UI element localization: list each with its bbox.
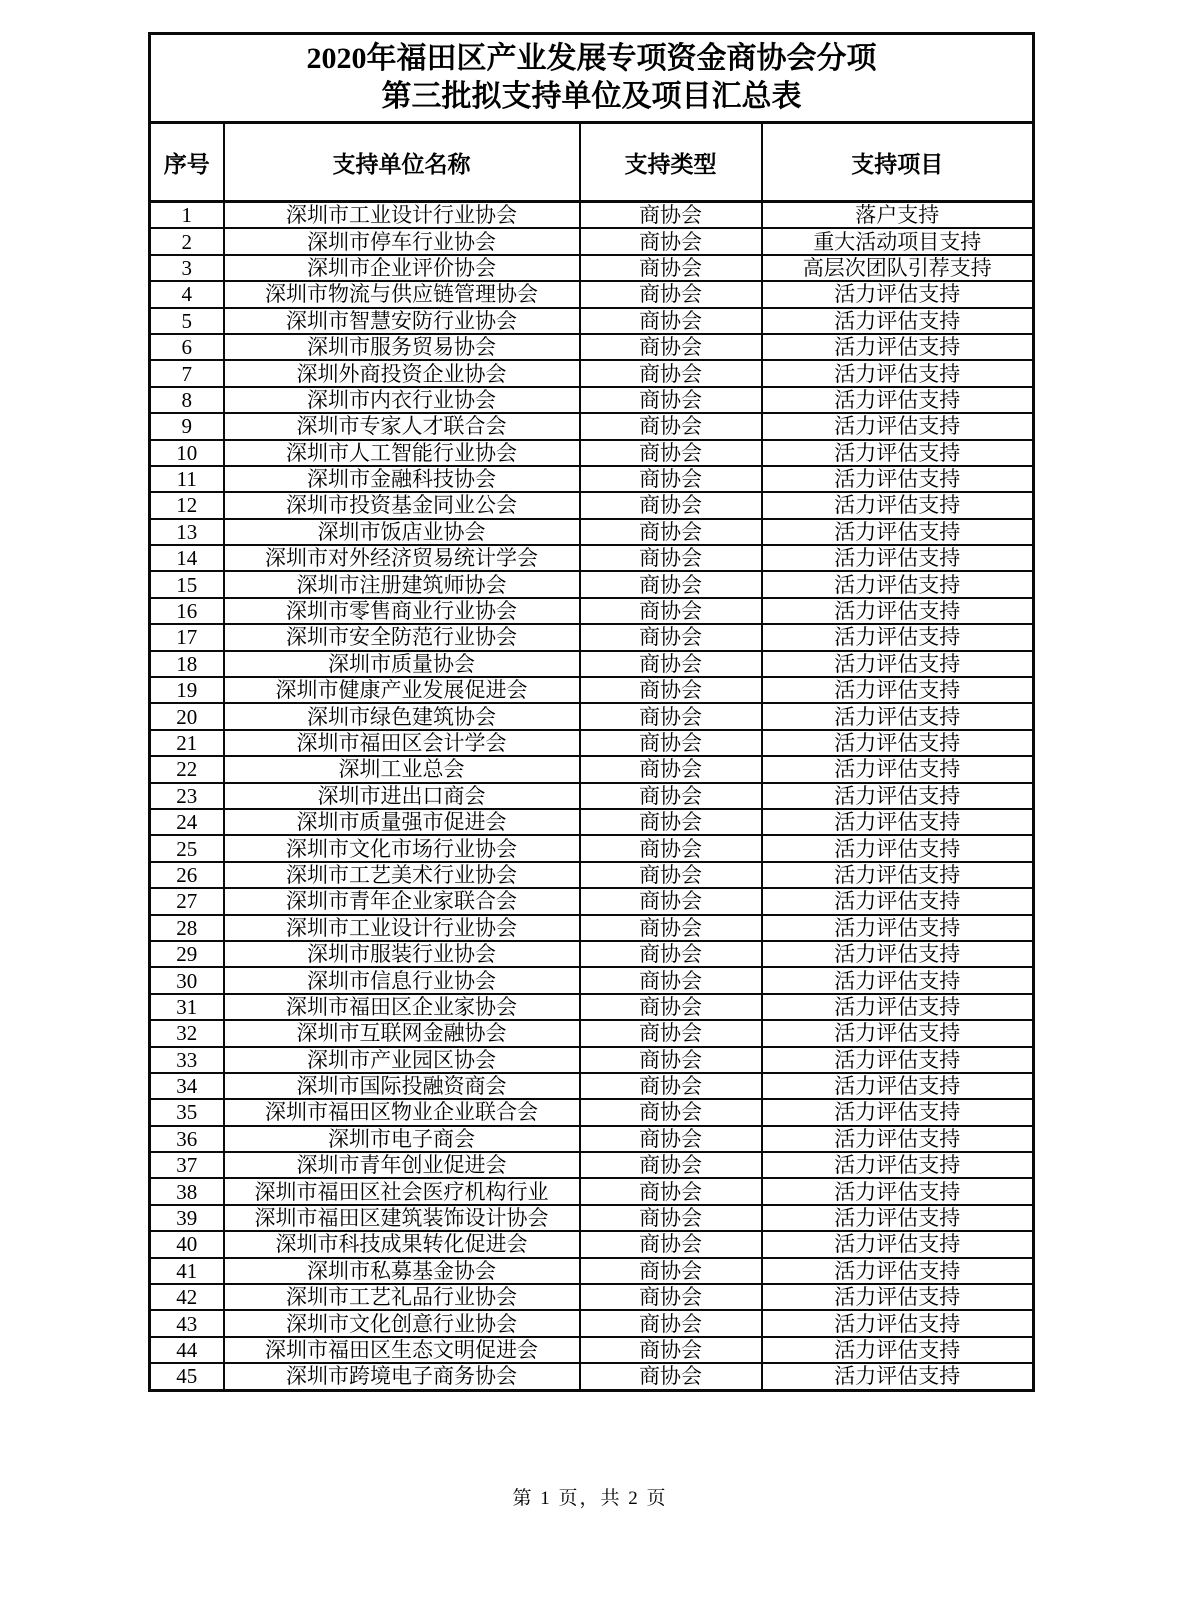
row-no-cell: 23 [150, 783, 224, 809]
support-project-cell: 活力评估支持 [762, 941, 1034, 967]
unit-name-cell: 深圳市福田区企业家协会 [224, 994, 580, 1020]
row-no-cell: 39 [150, 1205, 224, 1231]
table-row [150, 1337, 1034, 1363]
unit-name-cell: 深圳市工艺美术行业协会 [224, 862, 580, 888]
unit-name-cell: 深圳市质量强市促进会 [224, 809, 580, 835]
support-project-cell: 活力评估支持 [762, 1152, 1034, 1178]
support-type-cell: 商协会 [580, 888, 762, 914]
support-type-cell: 商协会 [580, 360, 762, 386]
unit-name-cell: 深圳市进出口商会 [224, 783, 580, 809]
unit-name-cell: 深圳市工业设计行业协会 [224, 202, 580, 229]
support-project-cell: 活力评估支持 [762, 1073, 1034, 1099]
column-header-support-type: 支持类型 [580, 123, 762, 202]
support-project-cell: 活力评估支持 [762, 413, 1034, 439]
table-title [150, 34, 1034, 123]
support-project-cell: 活力评估支持 [762, 1310, 1034, 1336]
support-project-cell: 活力评估支持 [762, 835, 1034, 861]
row-no-cell: 19 [150, 677, 224, 703]
support-type-cell: 商协会 [580, 862, 762, 888]
row-no-cell: 43 [150, 1310, 224, 1336]
support-project-cell: 活力评估支持 [762, 915, 1034, 941]
table-row [150, 519, 1034, 545]
table-row [150, 1258, 1034, 1284]
support-type-cell: 商协会 [580, 809, 762, 835]
table-row [150, 1047, 1034, 1073]
unit-name-cell: 深圳市福田区物业企业联合会 [224, 1099, 580, 1125]
row-no-cell: 17 [150, 624, 224, 650]
table-row [150, 1073, 1034, 1099]
row-no-cell: 22 [150, 756, 224, 782]
table-row [150, 677, 1034, 703]
unit-name-cell: 深圳市福田区社会医疗机构行业 [224, 1178, 580, 1204]
column-header-support-project: 支持项目 [762, 123, 1034, 202]
unit-name-cell: 深圳市绿色建筑协会 [224, 703, 580, 729]
support-project-cell: 活力评估支持 [762, 281, 1034, 307]
support-type-cell: 商协会 [580, 440, 762, 466]
table-row [150, 1231, 1034, 1257]
row-no-cell: 13 [150, 519, 224, 545]
support-type-cell: 商协会 [580, 1231, 762, 1257]
support-project-cell: 活力评估支持 [762, 1178, 1034, 1204]
table-row [150, 967, 1034, 993]
table-row [150, 440, 1034, 466]
table-row [150, 783, 1034, 809]
row-no-cell: 31 [150, 994, 224, 1020]
unit-name-cell: 深圳市文化创意行业协会 [224, 1310, 580, 1336]
unit-name-cell: 深圳市人工智能行业协会 [224, 440, 580, 466]
support-type-cell: 商协会 [580, 1205, 762, 1231]
column-header-row [150, 123, 1034, 202]
table-row [150, 334, 1034, 360]
support-type-cell: 商协会 [580, 651, 762, 677]
table-row [150, 308, 1034, 334]
table-row [150, 571, 1034, 597]
table-row [150, 466, 1034, 492]
support-type-cell: 商协会 [580, 1337, 762, 1363]
support-project-cell: 活力评估支持 [762, 677, 1034, 703]
table-row [150, 202, 1034, 229]
unit-name-cell: 深圳市青年创业促进会 [224, 1152, 580, 1178]
unit-name-cell: 深圳市科技成果转化促进会 [224, 1231, 580, 1257]
support-project-cell: 活力评估支持 [762, 1363, 1034, 1390]
column-header-no: 序号 [150, 123, 224, 202]
row-no-cell: 6 [150, 334, 224, 360]
support-type-cell: 商协会 [580, 730, 762, 756]
row-no-cell: 38 [150, 1178, 224, 1204]
table-row [150, 1363, 1034, 1390]
support-type-cell: 商协会 [580, 308, 762, 334]
table-row [150, 941, 1034, 967]
support-project-cell: 活力评估支持 [762, 1020, 1034, 1046]
row-no-cell: 20 [150, 703, 224, 729]
row-no-cell: 41 [150, 1258, 224, 1284]
support-project-cell: 活力评估支持 [762, 466, 1034, 492]
support-type-cell: 商协会 [580, 1284, 762, 1310]
unit-name-cell: 深圳市信息行业协会 [224, 967, 580, 993]
support-project-cell: 高层次团队引荐支持 [762, 255, 1034, 281]
support-project-cell: 活力评估支持 [762, 334, 1034, 360]
support-type-cell: 商协会 [580, 624, 762, 650]
row-no-cell: 36 [150, 1126, 224, 1152]
unit-name-cell: 深圳市饭店业协会 [224, 519, 580, 545]
unit-name-cell: 深圳市安全防范行业协会 [224, 624, 580, 650]
support-type-cell: 商协会 [580, 1363, 762, 1390]
row-no-cell: 40 [150, 1231, 224, 1257]
table-row [150, 1020, 1034, 1046]
unit-name-cell: 深圳市私募基金协会 [224, 1258, 580, 1284]
support-type-cell: 商协会 [580, 545, 762, 571]
table-row [150, 360, 1034, 386]
support-project-cell: 落户支持 [762, 202, 1034, 229]
support-type-cell: 商协会 [580, 941, 762, 967]
support-type-cell: 商协会 [580, 783, 762, 809]
table-row [150, 1284, 1034, 1310]
support-project-cell: 活力评估支持 [762, 545, 1034, 571]
row-no-cell: 42 [150, 1284, 224, 1310]
row-no-cell: 26 [150, 862, 224, 888]
row-no-cell: 25 [150, 835, 224, 861]
row-no-cell: 33 [150, 1047, 224, 1073]
row-no-cell: 11 [150, 466, 224, 492]
row-no-cell: 37 [150, 1152, 224, 1178]
support-project-cell: 活力评估支持 [762, 756, 1034, 782]
row-no-cell: 16 [150, 598, 224, 624]
support-type-cell: 商协会 [580, 413, 762, 439]
row-no-cell: 15 [150, 571, 224, 597]
table-row [150, 228, 1034, 254]
support-project-cell: 活力评估支持 [762, 308, 1034, 334]
support-type-cell: 商协会 [580, 519, 762, 545]
unit-name-cell: 深圳市投资基金同业公会 [224, 492, 580, 518]
unit-name-cell: 深圳市互联网金融协会 [224, 1020, 580, 1046]
support-type-cell: 商协会 [580, 677, 762, 703]
support-project-cell: 活力评估支持 [762, 519, 1034, 545]
support-type-cell: 商协会 [580, 756, 762, 782]
row-no-cell: 21 [150, 730, 224, 756]
unit-name-cell: 深圳市金融科技协会 [224, 466, 580, 492]
row-no-cell: 35 [150, 1099, 224, 1125]
support-type-cell: 商协会 [580, 703, 762, 729]
support-project-cell: 活力评估支持 [762, 1047, 1034, 1073]
table-row [150, 651, 1034, 677]
support-project-cell: 活力评估支持 [762, 888, 1034, 914]
row-no-cell: 24 [150, 809, 224, 835]
support-project-cell: 活力评估支持 [762, 862, 1034, 888]
support-type-cell: 商协会 [580, 202, 762, 229]
support-type-cell: 商协会 [580, 967, 762, 993]
table-row [150, 624, 1034, 650]
column-header-unit-name: 支持单位名称 [224, 123, 580, 202]
row-no-cell: 2 [150, 228, 224, 254]
support-type-cell: 商协会 [580, 1047, 762, 1073]
table-row [150, 1205, 1034, 1231]
row-no-cell: 9 [150, 413, 224, 439]
table-title-line1: 2020年福田区产业发展专项资金商协会分项 [306, 42, 877, 75]
unit-name-cell: 深圳市工业设计行业协会 [224, 915, 580, 941]
unit-name-cell: 深圳市福田区生态文明促进会 [224, 1337, 580, 1363]
row-no-cell: 8 [150, 387, 224, 413]
support-project-cell: 活力评估支持 [762, 809, 1034, 835]
unit-name-cell: 深圳市电子商会 [224, 1126, 580, 1152]
unit-name-cell: 深圳市服务贸易协会 [224, 334, 580, 360]
table-row [150, 703, 1034, 729]
row-no-cell: 5 [150, 308, 224, 334]
row-no-cell: 30 [150, 967, 224, 993]
unit-name-cell: 深圳市零售商业行业协会 [224, 598, 580, 624]
row-no-cell: 1 [150, 202, 224, 229]
row-no-cell: 12 [150, 492, 224, 518]
support-type-cell: 商协会 [580, 1310, 762, 1336]
unit-name-cell: 深圳市内衣行业协会 [224, 387, 580, 413]
support-project-cell: 活力评估支持 [762, 783, 1034, 809]
support-project-cell: 活力评估支持 [762, 1258, 1034, 1284]
support-project-cell: 活力评估支持 [762, 730, 1034, 756]
table-row [150, 1178, 1034, 1204]
unit-name-cell: 深圳市青年企业家联合会 [224, 888, 580, 914]
row-no-cell: 44 [150, 1337, 224, 1363]
unit-name-cell: 深圳市文化市场行业协会 [224, 835, 580, 861]
support-type-cell: 商协会 [580, 1178, 762, 1204]
support-project-cell: 活力评估支持 [762, 1337, 1034, 1363]
page-number-footer: 第 1 页，共 2 页 [512, 1488, 668, 1509]
row-no-cell: 28 [150, 915, 224, 941]
support-type-cell: 商协会 [580, 281, 762, 307]
support-project-cell: 活力评估支持 [762, 1099, 1034, 1125]
summary-table [148, 32, 1035, 1392]
table-row [150, 994, 1034, 1020]
table-row [150, 255, 1034, 281]
support-project-cell: 活力评估支持 [762, 1205, 1034, 1231]
support-type-cell: 商协会 [580, 994, 762, 1020]
unit-name-cell: 深圳工业总会 [224, 756, 580, 782]
support-type-cell: 商协会 [580, 571, 762, 597]
support-type-cell: 商协会 [580, 835, 762, 861]
unit-name-cell: 深圳市服装行业协会 [224, 941, 580, 967]
unit-name-cell: 深圳市企业评价协会 [224, 255, 580, 281]
unit-name-cell: 深圳市福田区会计学会 [224, 730, 580, 756]
table-row [150, 835, 1034, 861]
table-row [150, 1152, 1034, 1178]
table-body [150, 202, 1034, 1391]
support-project-cell: 活力评估支持 [762, 1231, 1034, 1257]
unit-name-cell: 深圳市健康产业发展促进会 [224, 677, 580, 703]
row-no-cell: 18 [150, 651, 224, 677]
support-type-cell: 商协会 [580, 1020, 762, 1046]
support-type-cell: 商协会 [580, 1152, 762, 1178]
row-no-cell: 7 [150, 360, 224, 386]
support-project-cell: 活力评估支持 [762, 703, 1034, 729]
row-no-cell: 29 [150, 941, 224, 967]
table-row [150, 1310, 1034, 1336]
unit-name-cell: 深圳市产业园区协会 [224, 1047, 580, 1073]
row-no-cell: 10 [150, 440, 224, 466]
support-type-cell: 商协会 [580, 1073, 762, 1099]
table-row [150, 492, 1034, 518]
support-type-cell: 商协会 [580, 915, 762, 941]
support-project-cell: 活力评估支持 [762, 624, 1034, 650]
support-project-cell: 活力评估支持 [762, 651, 1034, 677]
row-no-cell: 32 [150, 1020, 224, 1046]
unit-name-cell: 深圳市物流与供应链管理协会 [224, 281, 580, 307]
table-title-line2: 第三批拟支持单位及项目汇总表 [381, 80, 802, 113]
support-project-cell: 活力评估支持 [762, 598, 1034, 624]
unit-name-cell: 深圳市工艺礼品行业协会 [224, 1284, 580, 1310]
table-row [150, 756, 1034, 782]
table-row [150, 915, 1034, 941]
support-type-cell: 商协会 [580, 1126, 762, 1152]
row-no-cell: 3 [150, 255, 224, 281]
support-type-cell: 商协会 [580, 492, 762, 518]
support-project-cell: 活力评估支持 [762, 360, 1034, 386]
unit-name-cell: 深圳市跨境电子商务协会 [224, 1363, 580, 1390]
support-type-cell: 商协会 [580, 228, 762, 254]
row-no-cell: 27 [150, 888, 224, 914]
support-type-cell: 商协会 [580, 466, 762, 492]
table-row [150, 1099, 1034, 1125]
unit-name-cell: 深圳市国际投融资商会 [224, 1073, 580, 1099]
unit-name-cell: 深圳外商投资企业协会 [224, 360, 580, 386]
table-row [150, 387, 1034, 413]
support-project-cell: 活力评估支持 [762, 492, 1034, 518]
row-no-cell: 14 [150, 545, 224, 571]
table-row [150, 862, 1034, 888]
support-project-cell: 活力评估支持 [762, 1126, 1034, 1152]
unit-name-cell: 深圳市对外经济贸易统计学会 [224, 545, 580, 571]
support-type-cell: 商协会 [580, 387, 762, 413]
table-row [150, 730, 1034, 756]
row-no-cell: 4 [150, 281, 224, 307]
support-project-cell: 活力评估支持 [762, 1284, 1034, 1310]
support-type-cell: 商协会 [580, 598, 762, 624]
row-no-cell: 45 [150, 1363, 224, 1390]
unit-name-cell: 深圳市智慧安防行业协会 [224, 308, 580, 334]
table-row [150, 809, 1034, 835]
support-type-cell: 商协会 [580, 255, 762, 281]
support-project-cell: 活力评估支持 [762, 387, 1034, 413]
title-row [150, 34, 1034, 123]
unit-name-cell: 深圳市福田区建筑装饰设计协会 [224, 1205, 580, 1231]
support-project-cell: 重大活动项目支持 [762, 228, 1034, 254]
support-type-cell: 商协会 [580, 1258, 762, 1284]
table-row [150, 413, 1034, 439]
row-no-cell: 34 [150, 1073, 224, 1099]
table-row [150, 598, 1034, 624]
unit-name-cell: 深圳市质量协会 [224, 651, 580, 677]
unit-name-cell: 深圳市停车行业协会 [224, 228, 580, 254]
unit-name-cell: 深圳市专家人才联合会 [224, 413, 580, 439]
support-type-cell: 商协会 [580, 1099, 762, 1125]
unit-name-cell: 深圳市注册建筑师协会 [224, 571, 580, 597]
support-project-cell: 活力评估支持 [762, 967, 1034, 993]
support-project-cell: 活力评估支持 [762, 440, 1034, 466]
table-row [150, 545, 1034, 571]
table-row [150, 281, 1034, 307]
support-type-cell: 商协会 [580, 334, 762, 360]
support-project-cell: 活力评估支持 [762, 994, 1034, 1020]
table-row [150, 1126, 1034, 1152]
support-project-cell: 活力评估支持 [762, 571, 1034, 597]
table-row [150, 888, 1034, 914]
